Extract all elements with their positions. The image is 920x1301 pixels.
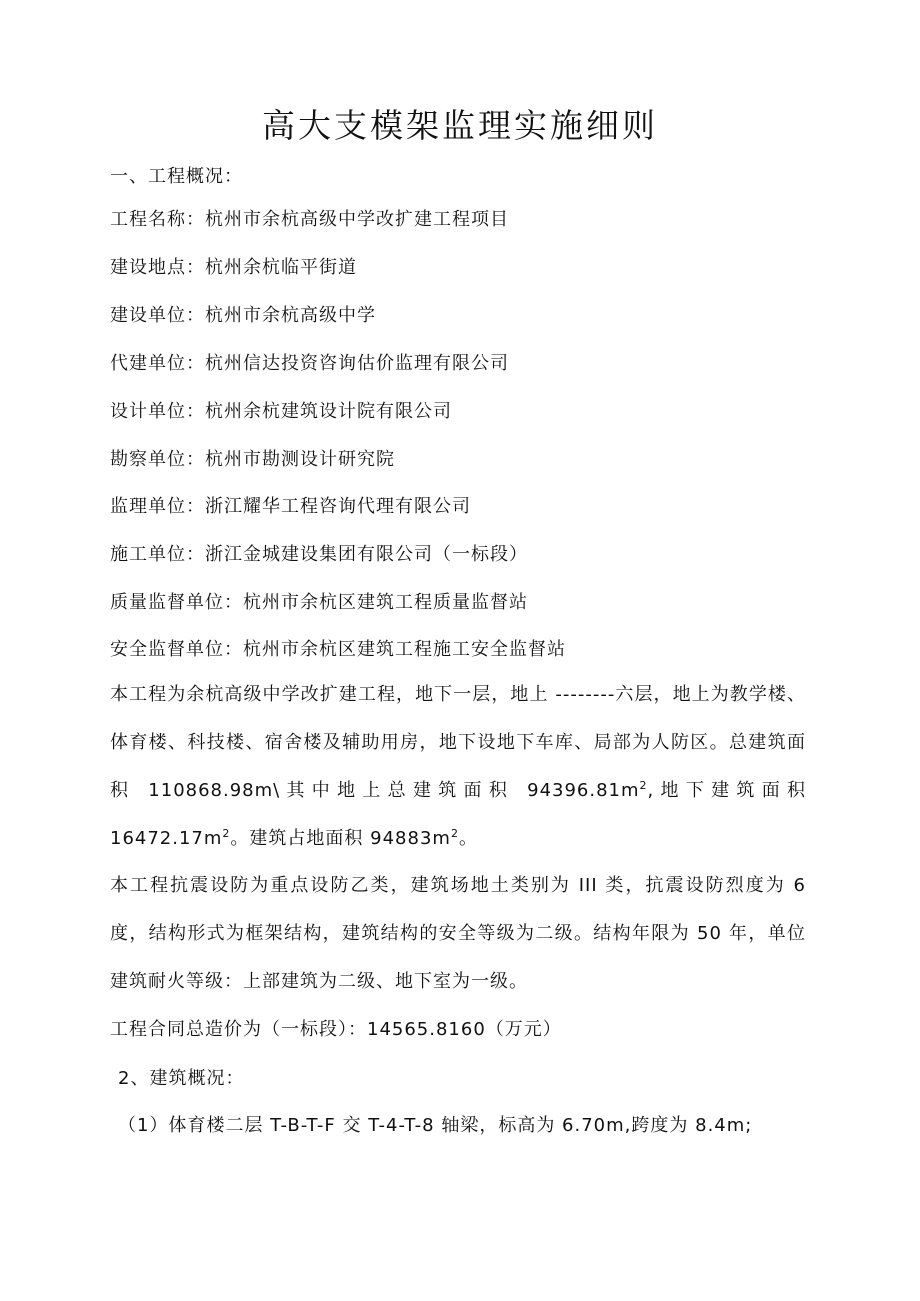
document-title: 高大支模架监理实施细则 — [262, 106, 658, 145]
field-location: 建设地点：杭州余杭临平街道 — [110, 257, 357, 278]
paragraph-text: 。建筑占地面积 94883m — [230, 828, 451, 849]
section-heading-building: 2、建筑概况： — [118, 1068, 245, 1089]
superscript: 2 — [222, 827, 231, 840]
building-item-1: （1）体育楼二层 T-B-T-F 交 T-4-T-8 轴梁，标高为 6.70m,跨度为 8.4m; — [118, 1115, 753, 1136]
field-owner: 建设单位：杭州市余杭高级中学 — [110, 305, 376, 326]
field-agent-builder: 代建单位：杭州信达投资咨询估价监理有限公司 — [110, 353, 509, 374]
project-description-paragraph — [110, 671, 806, 863]
field-survey-unit: 勘察单位：杭州市勘测设计研究院 — [110, 449, 395, 470]
seismic-paragraph: 本工程抗震设防为重点设防乙类，建筑场地土类别为 III 类，抗震设防烈度为 6 度，结构形式为框架结构，建筑结构的安全等级为二级。结构年限为 50 年，单位建筑耐火等级：上部建筑为二级、地下室为一级。 — [110, 875, 806, 992]
field-project-name: 工程名称：杭州市余杭高级中学改扩建工程项目 — [110, 209, 509, 230]
superscript: 2 — [639, 779, 648, 792]
paragraph-text: 本工程为余杭高级中学改扩建工程，地下一层，地上 --------六层，地上为教学楼、体育楼、科技楼、宿舍楼及辅助用房，地下设地下车库、局部为人防区。总建筑面积 110868.98m\其中地上总建筑面积 94396.81m — [110, 684, 806, 801]
field-safety-supervision: 安全监督单位：杭州市余杭区建筑工程施工安全监督站 — [110, 639, 566, 660]
field-design-unit: 设计单位：杭州余杭建筑设计院有限公司 — [110, 401, 452, 422]
paragraph-text: ,地下建筑面积 16472.17m — [110, 780, 806, 849]
field-quality-supervision: 质量监督单位：杭州市余杭区建筑工程质量监督站 — [110, 592, 528, 613]
field-supervision-unit: 监理单位：浙江耀华工程咨询代理有限公司 — [110, 496, 471, 517]
section-heading-overview: 一、工程概况： — [110, 166, 243, 187]
superscript: 2 — [450, 827, 459, 840]
field-construction-unit: 施工单位：浙江金城建设集团有限公司（一标段） — [110, 544, 528, 565]
contract-price: 工程合同总造价为（一标段）：14565.8160（万元） — [110, 1019, 562, 1040]
paragraph-text: 。 — [458, 828, 478, 849]
